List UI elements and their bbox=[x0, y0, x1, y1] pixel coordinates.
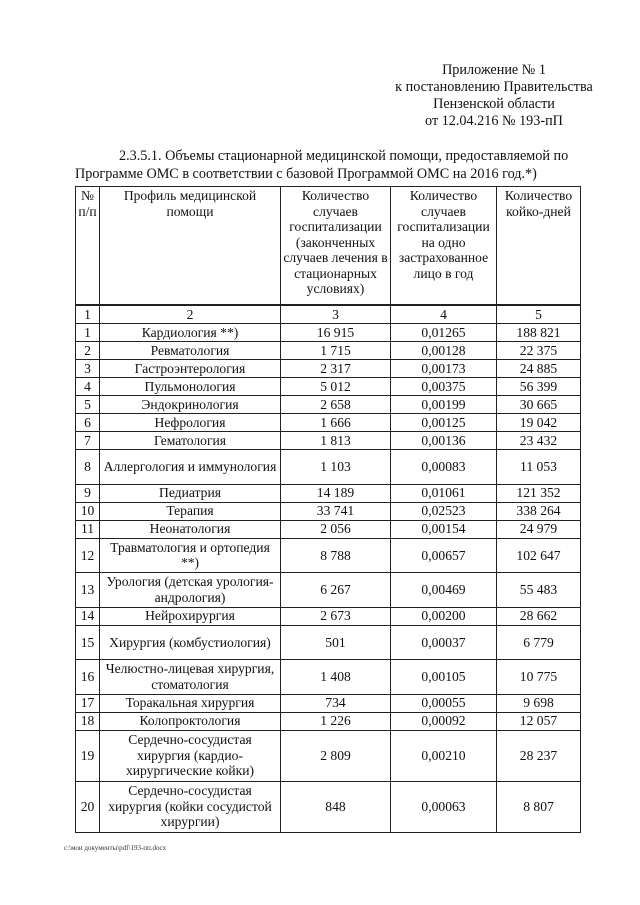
table-row bbox=[76, 730, 581, 781]
table-row bbox=[76, 432, 581, 450]
row-number: 14 bbox=[76, 607, 100, 625]
cases-cell: 2 673 bbox=[281, 607, 391, 625]
appendix-title: Приложение № 1 bbox=[442, 62, 546, 78]
column-number: 1 bbox=[76, 306, 100, 324]
cases-cell: 2 056 bbox=[281, 520, 391, 538]
table-row bbox=[76, 378, 581, 396]
header-profile: Профиль медицинской помощи bbox=[100, 187, 281, 305]
profile-cell: Сердечно-сосудистая хирургия (койки сосудистой хирургии) bbox=[100, 781, 281, 832]
profile-cell: Неонатология bbox=[100, 520, 281, 538]
row-number: 7 bbox=[76, 432, 100, 450]
bed-days-cell: 9 698 bbox=[497, 694, 581, 712]
row-number: 4 bbox=[76, 378, 100, 396]
profile-cell: Кардиология **) bbox=[100, 324, 281, 342]
bed-days-cell: 12 057 bbox=[497, 712, 581, 730]
table-row bbox=[76, 607, 581, 625]
table-row bbox=[76, 502, 581, 520]
row-number: 8 bbox=[76, 450, 100, 485]
header-bed-days: Количество койко-дней bbox=[497, 187, 581, 305]
profile-cell: Травматология и ортопедия **) bbox=[100, 538, 281, 573]
cases-cell: 734 bbox=[281, 694, 391, 712]
table-row bbox=[76, 396, 581, 414]
per-person-cell: 0,00375 bbox=[391, 378, 497, 396]
profile-cell: Пульмонология bbox=[100, 378, 281, 396]
bed-days-cell: 19 042 bbox=[497, 414, 581, 432]
table-row bbox=[76, 694, 581, 712]
profile-cell: Нефрология bbox=[100, 414, 281, 432]
bed-days-cell: 28 662 bbox=[497, 607, 581, 625]
file-path-footer: c:\мои документы\pdf\193-пп.docx bbox=[64, 844, 167, 852]
appendix-decree: к постановлению Правительства bbox=[395, 79, 593, 95]
per-person-cell: 0,00128 bbox=[391, 342, 497, 360]
column-number: 3 bbox=[281, 306, 391, 324]
row-number: 3 bbox=[76, 360, 100, 378]
cases-cell: 2 658 bbox=[281, 396, 391, 414]
per-person-cell: 0,02523 bbox=[391, 502, 497, 520]
column-number: 2 bbox=[100, 306, 281, 324]
cases-cell: 1 226 bbox=[281, 712, 391, 730]
per-person-cell: 0,00173 bbox=[391, 360, 497, 378]
table-row bbox=[76, 520, 581, 538]
cases-cell: 14 189 bbox=[281, 484, 391, 502]
cases-cell: 33 741 bbox=[281, 502, 391, 520]
per-person-cell: 0,00105 bbox=[391, 660, 497, 695]
bed-days-cell: 188 821 bbox=[497, 324, 581, 342]
row-number: 18 bbox=[76, 712, 100, 730]
profile-cell: Торакальная хирургия bbox=[100, 694, 281, 712]
table-row bbox=[76, 360, 581, 378]
bed-days-cell: 6 779 bbox=[497, 625, 581, 660]
profile-cell: Хирургия (комбустиология) bbox=[100, 625, 281, 660]
profile-cell: Гематология bbox=[100, 432, 281, 450]
header-per-person: Количество случаев госпитализации на одно застрахованное лицо в год bbox=[391, 187, 497, 305]
per-person-cell: 0,00200 bbox=[391, 607, 497, 625]
cases-cell: 1 666 bbox=[281, 414, 391, 432]
row-number: 20 bbox=[76, 781, 100, 832]
column-number: 5 bbox=[497, 306, 581, 324]
profile-cell: Педиатрия bbox=[100, 484, 281, 502]
profile-cell: Нейрохирургия bbox=[100, 607, 281, 625]
table-row bbox=[76, 414, 581, 432]
row-number: 2 bbox=[76, 342, 100, 360]
header-row bbox=[76, 187, 581, 305]
profile-cell: Гастроэнтерология bbox=[100, 360, 281, 378]
section-title-line-1: 2.3.5.1. Объемы стационарной медицинской помощи, предоставляемой по bbox=[119, 148, 569, 164]
per-person-cell: 0,00037 bbox=[391, 625, 497, 660]
table-header bbox=[75, 186, 581, 305]
table-row bbox=[76, 342, 581, 360]
row-number: 5 bbox=[76, 396, 100, 414]
bed-days-cell: 30 665 bbox=[497, 396, 581, 414]
bed-days-cell: 11 053 bbox=[497, 450, 581, 485]
section-title-line-2: Программе ОМС в соответствии с базовой Программой ОМС на 2016 год.*) bbox=[75, 165, 537, 182]
row-number: 13 bbox=[76, 573, 100, 608]
row-number: 6 bbox=[76, 414, 100, 432]
row-number: 19 bbox=[76, 730, 100, 781]
per-person-cell: 0,00199 bbox=[391, 396, 497, 414]
table-row bbox=[76, 660, 581, 695]
cases-cell: 16 915 bbox=[281, 324, 391, 342]
bed-days-cell: 22 375 bbox=[497, 342, 581, 360]
bed-days-cell: 24 885 bbox=[497, 360, 581, 378]
per-person-cell: 0,00063 bbox=[391, 781, 497, 832]
cases-cell: 501 bbox=[281, 625, 391, 660]
table-row bbox=[76, 625, 581, 660]
cases-cell: 1 813 bbox=[281, 432, 391, 450]
column-number-row bbox=[76, 306, 581, 324]
profile-cell: Колопроктология bbox=[100, 712, 281, 730]
table-row bbox=[76, 538, 581, 573]
row-number: 1 bbox=[76, 324, 100, 342]
per-person-cell: 0,00154 bbox=[391, 520, 497, 538]
per-person-cell: 0,00125 bbox=[391, 414, 497, 432]
appendix-region: Пензенской области bbox=[433, 96, 555, 112]
profile-cell: Терапия bbox=[100, 502, 281, 520]
table-row bbox=[76, 573, 581, 608]
row-number: 10 bbox=[76, 502, 100, 520]
per-person-cell: 0,00469 bbox=[391, 573, 497, 608]
column-number: 4 bbox=[391, 306, 497, 324]
bed-days-cell: 102 647 bbox=[497, 538, 581, 573]
bed-days-cell: 28 237 bbox=[497, 730, 581, 781]
per-person-cell: 0,00083 bbox=[391, 450, 497, 485]
cases-cell: 6 267 bbox=[281, 573, 391, 608]
cases-cell: 2 317 bbox=[281, 360, 391, 378]
per-person-cell: 0,00657 bbox=[391, 538, 497, 573]
bed-days-cell: 56 399 bbox=[497, 378, 581, 396]
row-number: 11 bbox=[76, 520, 100, 538]
table-row bbox=[76, 450, 581, 485]
row-number: 12 bbox=[76, 538, 100, 573]
per-person-cell: 0,00092 bbox=[391, 712, 497, 730]
appendix-date: от 12.04.216 № 193-пП bbox=[425, 113, 563, 129]
profile-cell: Урология (детская урология-андрология) bbox=[100, 573, 281, 608]
per-person-cell: 0,01265 bbox=[391, 324, 497, 342]
cases-cell: 848 bbox=[281, 781, 391, 832]
row-number: 17 bbox=[76, 694, 100, 712]
cases-cell: 5 012 bbox=[281, 378, 391, 396]
bed-days-cell: 338 264 bbox=[497, 502, 581, 520]
profile-cell: Сердечно-сосудистая хирургия (кардио-хирургические койки) bbox=[100, 730, 281, 781]
per-person-cell: 0,00210 bbox=[391, 730, 497, 781]
row-number: 15 bbox=[76, 625, 100, 660]
table-row bbox=[76, 781, 581, 832]
bed-days-cell: 23 432 bbox=[497, 432, 581, 450]
cases-cell: 1 408 bbox=[281, 660, 391, 695]
profile-cell: Аллергология и иммунология bbox=[100, 450, 281, 485]
table-row bbox=[76, 324, 581, 342]
bed-days-cell: 10 775 bbox=[497, 660, 581, 695]
bed-days-cell: 8 807 bbox=[497, 781, 581, 832]
appendix-header bbox=[360, 62, 628, 130]
table-row bbox=[76, 484, 581, 502]
row-number: 9 bbox=[76, 484, 100, 502]
section-title bbox=[75, 148, 605, 183]
header-number: № п/п bbox=[76, 187, 100, 305]
per-person-cell: 0,00136 bbox=[391, 432, 497, 450]
profile-cell: Эндокринология bbox=[100, 396, 281, 414]
cases-cell: 1 715 bbox=[281, 342, 391, 360]
cases-cell: 8 788 bbox=[281, 538, 391, 573]
bed-days-cell: 55 483 bbox=[497, 573, 581, 608]
cases-cell: 2 809 bbox=[281, 730, 391, 781]
table-row bbox=[76, 712, 581, 730]
row-number: 16 bbox=[76, 660, 100, 695]
bed-days-cell: 24 979 bbox=[497, 520, 581, 538]
per-person-cell: 0,00055 bbox=[391, 694, 497, 712]
cases-cell: 1 103 bbox=[281, 450, 391, 485]
profile-cell: Ревматология bbox=[100, 342, 281, 360]
bed-days-cell: 121 352 bbox=[497, 484, 581, 502]
per-person-cell: 0,01061 bbox=[391, 484, 497, 502]
data-table bbox=[75, 305, 581, 833]
header-cases: Количество случаев госпитализации (законченных случаев лечения в стационарных условиях) bbox=[281, 187, 391, 305]
profile-cell: Челюстно-лицевая хирургия, стоматология bbox=[100, 660, 281, 695]
